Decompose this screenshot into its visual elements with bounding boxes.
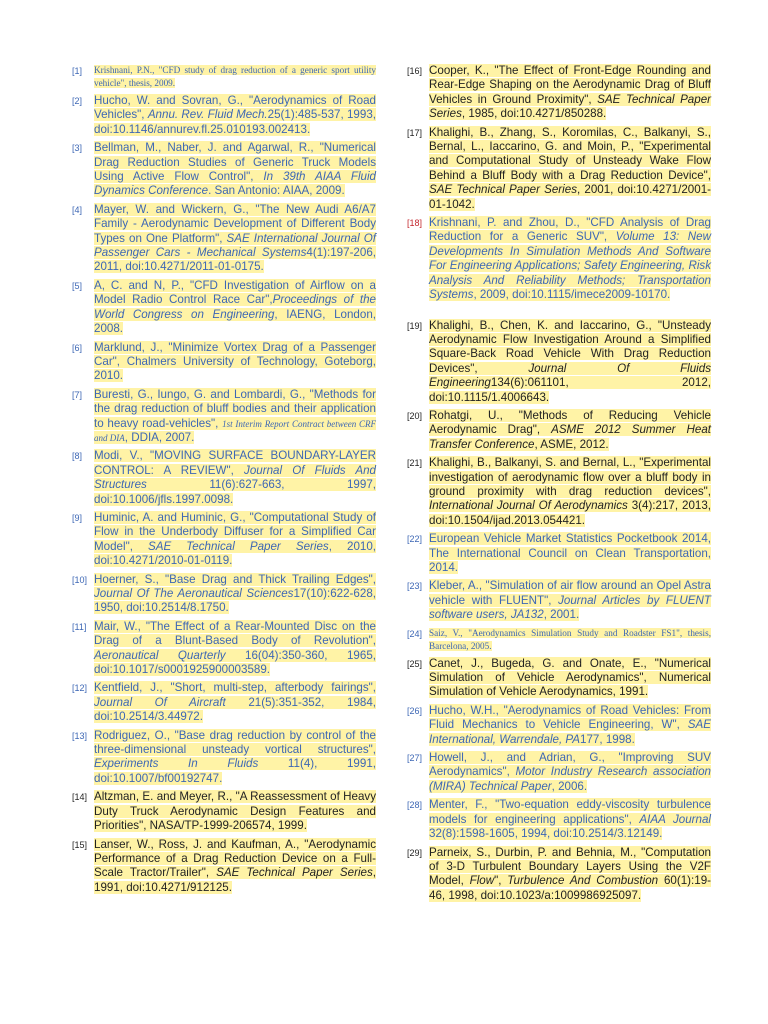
reference-text [94,203,376,275]
reference-highlight [94,388,376,444]
reference-text [429,126,711,212]
reference-segment: Khalighi, B., Zhang, S., Koromilas, C., Balkanyi, S., Bernal, L., Iaccarino, G. and Moin, P., "Experimental and Computational Study of Unsteady Wake Flow Behind a Bluff Body with a Drag Reduction Device", [429,125,711,182]
reference-text [94,790,376,833]
reference-entry [66,203,376,275]
reference-text [429,216,711,302]
reference-text [94,279,376,337]
reference-italic-segment: Annu. Rev. Fluid Mech. [147,108,268,122]
reference-highlight [94,279,376,335]
reference-segment: , DDIA, 2007. [124,430,195,444]
reference-italic-segment: Proceedings of the World Congress on Engineering [94,293,376,321]
reference-segment: 21(5):351-352, 1984, doi:10.2514/3.44972. [94,695,377,724]
reference-text [94,573,376,616]
reference-entry [66,838,376,896]
reference-entry [66,790,376,833]
reference-number: [18] [407,218,423,229]
reference-text [429,657,711,700]
reference-highlight [94,681,376,723]
reference-number: [29] [407,847,423,858]
reference-entry [401,64,711,122]
reference-entry [401,627,711,653]
reference-number: [23] [407,581,423,592]
reference-italic-segment: SAE Technical Paper Series [429,183,577,197]
reference-segment: Howell, J., and Adrian, G., "Improving SUV Aerodynamics", [429,751,711,779]
reference-number: [5] [72,280,83,291]
reference-italic-segment: Journal Of Fluids And Structures [94,463,376,492]
reference-segment: 11(6):627-663, 1997, doi:10.1006/jfls.1997.0098. [94,478,376,506]
reference-segment: 177, 1998. [580,732,635,746]
reference-highlight [429,409,711,451]
reference-italic-segment: Experiments In Fluids [94,757,259,771]
reference-segment: 60(1):19-46, 1998, doi:10.1023/a:1009986925097. [429,874,712,902]
reference-entry [66,341,376,384]
reference-text [429,409,711,452]
reference-entry [401,846,711,904]
reference-text [94,388,376,446]
reference-highlight [429,579,711,621]
reference-number: [6] [72,342,83,353]
reference-segment: 3(4):217, 2013, doi:10.1504/ijad.2013.054421. [429,499,712,527]
reference-entry [401,798,711,841]
reference-text [429,456,711,528]
reference-italic-segment: SAE International, Warrendale, PA [429,718,711,746]
reference-segment: , 1991, doi:10.4271/912125. [94,866,377,894]
reference-text [429,798,711,841]
reference-segment: European Vehicle Market Statistics Pocketbook 2014, The International Council on Clean Transportation, 2014. [429,532,711,574]
reference-number: [7] [72,389,83,400]
reference-number: [28] [407,800,423,811]
reference-number: [13] [72,730,88,741]
reference-text [94,141,376,199]
reference-entry [66,729,376,787]
reference-highlight [94,790,376,832]
reference-highlight [429,319,711,404]
reference-segment: Hucho, W. and Sovran, G., "Aerodynamics of Road Vehicles", [94,94,376,122]
reference-text [429,627,711,653]
reference-italic-segment: In 39th AIAA Fluid Dynamics Conference [94,170,376,198]
reference-entry [401,409,711,452]
reference-highlight [94,449,376,505]
reference-segment: A, C. and N, P., "CFD Investigation of Airflow on a Model Radio Control Race Car", [94,278,376,307]
reference-highlight [94,94,376,136]
reference-entry [401,456,711,528]
reference-number: [21] [407,458,423,469]
reference-segment: , 2006. [551,779,588,793]
reference-number: [8] [72,451,83,462]
reference-number: [27] [407,753,423,764]
reference-entry [401,532,711,575]
reference-entry [66,511,376,569]
reference-entry [401,704,711,747]
reference-number: [14] [72,792,88,803]
reference-entry [66,388,376,446]
reference-italic-segment: Journal Articles by FLUENT software users, JA132 [429,593,711,622]
reference-number: [11] [72,621,87,632]
reference-entry [401,657,711,700]
reference-italic-segment: Flow [469,874,495,888]
reference-segment: Kleber, A., "Simulation of air flow around an Opel Astra vehicle with FLUENT", [429,579,711,607]
reference-text [94,64,376,90]
reference-segment: Lanser, W., Ross, J. and Kaufman, A., "Aerodynamic Performance of a Drag Reduction Device on a Full-Scale Tractor/Trailer", [94,837,376,880]
reference-entry [401,216,711,302]
reference-number: [20] [407,410,423,421]
reference-text [94,341,376,384]
reference-italic-segment: SAE Technical Paper Series [216,866,373,880]
reference-segment: Bellman, M., Naber, J. and Agarwal, R., "Numerical Drag Reduction Studies of Generic Truck Models Using Active Flow Control", [94,141,376,184]
reference-segment: 4(1):197-206, 2011, doi:10.4271/2011-01-0175. [94,246,376,274]
reference-segment: Krishnani, P.N., "CFD study of drag reduction of a generic sport utility vehicle", thesis, 2009. [94,65,376,88]
reference-number: [24] [407,628,423,639]
reference-segment: 17(10):622-628, 1950, doi:10.2514/8.1750. [94,587,376,615]
reference-highlight [94,341,376,383]
reference-text [429,64,711,122]
reference-number: [16] [407,66,423,76]
reference-entry [66,449,376,507]
reference-text [94,729,376,787]
reference-text [94,838,376,896]
reference-text [429,751,711,794]
reference-italic-segment: International Journal Of Aerodynamics [429,499,628,513]
reference-segment: Krishnani, P. and Zhou, D., "CFD Analysis of Drag Reduction for a Generic SUV", [429,216,711,244]
reference-segment: Cooper, K., "The Effect of Front-Edge Rounding and Rear-Edge Shaping on the Aerodynamic Drag of Bluff Vehicles in Ground Proximity", [429,64,711,106]
reference-number: [25] [407,658,423,669]
reference-segment: Huminic, A. and Huminic, G., "Computational Study of Flow in the Underbody Diffuser for a Simplified Car Model", [94,510,376,553]
reference-text [94,681,376,724]
reference-italic-segment: SAE International Journal Of Passenger Cars - Mechanical Systems [94,231,376,260]
reference-segment: , 2010, doi:10.4271/2010-01-0119. [94,539,377,568]
reference-entry [401,751,711,794]
references-left-column [66,64,376,899]
reference-italic-segment: AIAA Journal [639,812,711,826]
reference-entry [401,579,711,622]
reference-entry [66,620,376,678]
reference-highlight [429,704,711,746]
reference-number: [12] [72,683,88,694]
reference-segment: Rohatgi, U., "Methods of Reducing Vehicle Aerodynamic Drag", [429,408,711,437]
reference-number: [15] [72,839,88,850]
reference-segment: , ASME, 2012. [534,437,609,451]
reference-segment: , 2001, doi:10.4271/2001-01-1042. [429,183,712,211]
reference-highlight [94,141,376,197]
reference-text [429,579,711,622]
reference-number: [19] [407,320,423,331]
reference-italic-segment: Motor Industry Research association (MIRA) Technical Paper [429,765,711,793]
reference-number: [9] [72,512,83,523]
reference-italic-segment: Journal Of Fluids Engineering [429,361,712,390]
reference-segment: Canet, J., Bugeda, G. and Onate, E., "Numerical Simulation of Vehicle Aerodynamics", Numerical Simulation of Vehicle Aerodynamics, 1991. [429,656,711,699]
reference-highlight [429,456,711,527]
reference-highlight [94,838,376,894]
reference-text [429,532,711,575]
reference-segment: 16(04):350-360, 1965, doi:10.1017/s0001925900003589. [94,648,376,677]
reference-segment: Rodriguez, O., "Base drag reduction by control of the three-dimensional unsteady vortical structures", [94,728,376,757]
reference-number: [4] [72,204,83,215]
reference-segment: Hoerner, S., "Base Drag and Thick Trailing Edges", [94,572,376,586]
reference-segment: Saiz, V., "Aerodynamics Simulation Study and Roadster FS1", thesis, Barcelona, 2005. [429,627,711,651]
reference-segment: , 1985, doi:10.4271/850288. [461,107,607,121]
reference-entry [66,573,376,616]
reference-entry [66,141,376,199]
reference-segment: , 2001. [543,608,580,622]
reference-italic-segment: SAE Technical Paper Series [429,92,712,121]
reference-segment: Altzman, E. and Meyer, R., "A Reassessment of Heavy Duty Truck Aerodynamic Design Features and Priorities", NASA/TP-1999-206574, 1999. [94,790,376,833]
reference-segment: 134(6):061101, 2012, doi:10.1115/1.4006643. [429,376,711,404]
reference-entry [66,681,376,724]
reference-segment: Marklund, J., "Minimize Vortex Drag of a Passenger Car", Chalmers University of Technology, Goteborg, 2010. [94,340,376,383]
reference-segment: Khalighi, B., Balkanyi, S. and Bernal, L., "Experimental investigation of aerodynamic flow over a bluff body in ground proximity with drag reduction devices", [429,456,711,498]
reference-segment: Modi, V., "MOVING SURFACE BOUNDARY-LAYER CONTROL: A REVIEW", [94,449,376,477]
reference-segment: Buresti, G., Iungo, G. and Lombardi, G., "Methods for the drag reduction of bluff bodies and their application to heavy road-vehicles", [94,387,376,430]
reference-segment: 25(1):485-537, 1993, doi:10.1146/annurev.fl.25.010193.002413. [94,108,376,136]
references-right-column [401,64,711,907]
reference-italic-segment: SAE Technical Paper Series [147,539,329,553]
reference-italic-segment: Volume 13: New Developments In Simulation Methods And Software For Engineering Applications; Safety Engineering, Risk Analysis And Reliability Methods; Transportation Systems [429,230,711,302]
reference-segment: Mair, W., "The Effect of a Rear-Mounted Disc on the Drag of a Blunt-Based Body of Revolution", [94,619,376,648]
reference-segment: Parneix, S., Durbin, P. and Behnia, M., "Computation of 3-D Turbulent Boundary Layers Using the V2F Model, [429,845,711,888]
reference-entry [66,279,376,337]
reference-segment: Hucho, W.H., "Aerodynamics of Road Vehicles: From Fluid Mechanics to Vehicle Engineering, W", [429,703,711,732]
reference-segment: , IAENG, London, 2008. [94,307,376,336]
reference-entry [401,319,711,405]
reference-number: [2] [72,96,83,106]
reference-entry [66,94,376,137]
reference-number: [3] [72,143,83,154]
reference-highlight [94,620,376,676]
reference-segment: Mayer, W. and Wickern, G., "The New Audi A6/A7 Family - Aerodynamic Development of Different Body Types on One Platform", [94,202,376,245]
reference-highlight [429,751,711,793]
reference-number: [1] [72,66,83,76]
reference-text [429,704,711,747]
reference-highlight [94,729,376,785]
reference-highlight [429,657,711,699]
reference-number: [17] [407,127,423,138]
reference-highlight [94,573,376,615]
reference-text [94,620,376,678]
reference-number: [26] [407,705,423,716]
reference-number: [22] [407,534,423,545]
reference-segment: . San Antonio: AIAA, 2009. [208,184,345,198]
reference-segment: Menter, F., "Two-equation eddy-viscosity turbulence models for engineering applications", [429,798,711,826]
reference-highlight [94,65,376,88]
reference-highlight [429,798,711,840]
reference-segment: 11(4), 1991, doi:10.1007/bf00192747. [94,757,376,785]
reference-italic-segment: Turbulence And Combustion [507,874,659,888]
reference-highlight [429,532,711,574]
reference-text [429,319,711,405]
reference-entry [401,126,711,212]
reference-segment: Khalighi, B., Chen, K. and Iaccarino, G., "Unsteady Aerodynamic Flow Investigation Around a Simplified Square-Back Road Vehicle With Drag Reduction Devices", [429,318,711,375]
reference-highlight [94,511,376,567]
reference-highlight [429,64,711,120]
reference-segment: Kentfield, J., "Short, multi-step, afterbody fairings", [94,681,376,695]
reference-highlight [429,216,711,301]
reference-highlight [429,628,711,651]
reference-segment: , 2009, doi:10.1115/imece2009-10170. [473,288,671,302]
reference-segment: 32(8):1598-1605, 1994, doi:10.2514/3.12149. [429,827,663,841]
reference-segment: ", [494,874,508,888]
reference-italic-segment: 1st Interim Report Contract between CRF and DIA [94,418,376,443]
reference-highlight [94,203,376,274]
reference-text [94,94,376,137]
reference-highlight [429,846,711,902]
reference-entry [66,64,376,90]
reference-text [94,449,376,507]
reference-number: [10] [72,574,88,585]
reference-italic-segment: Journal Of The Aeronautical Sciences [94,587,294,600]
reference-italic-segment: ASME 2012 Summer Heat Transfer Conference [429,423,711,451]
reference-italic-segment: Aeronautical Quarterly [94,648,226,662]
reference-highlight [429,126,711,211]
reference-text [429,846,711,904]
reference-text [94,511,376,569]
reference-italic-segment: Journal Of Aircraft [94,695,226,709]
